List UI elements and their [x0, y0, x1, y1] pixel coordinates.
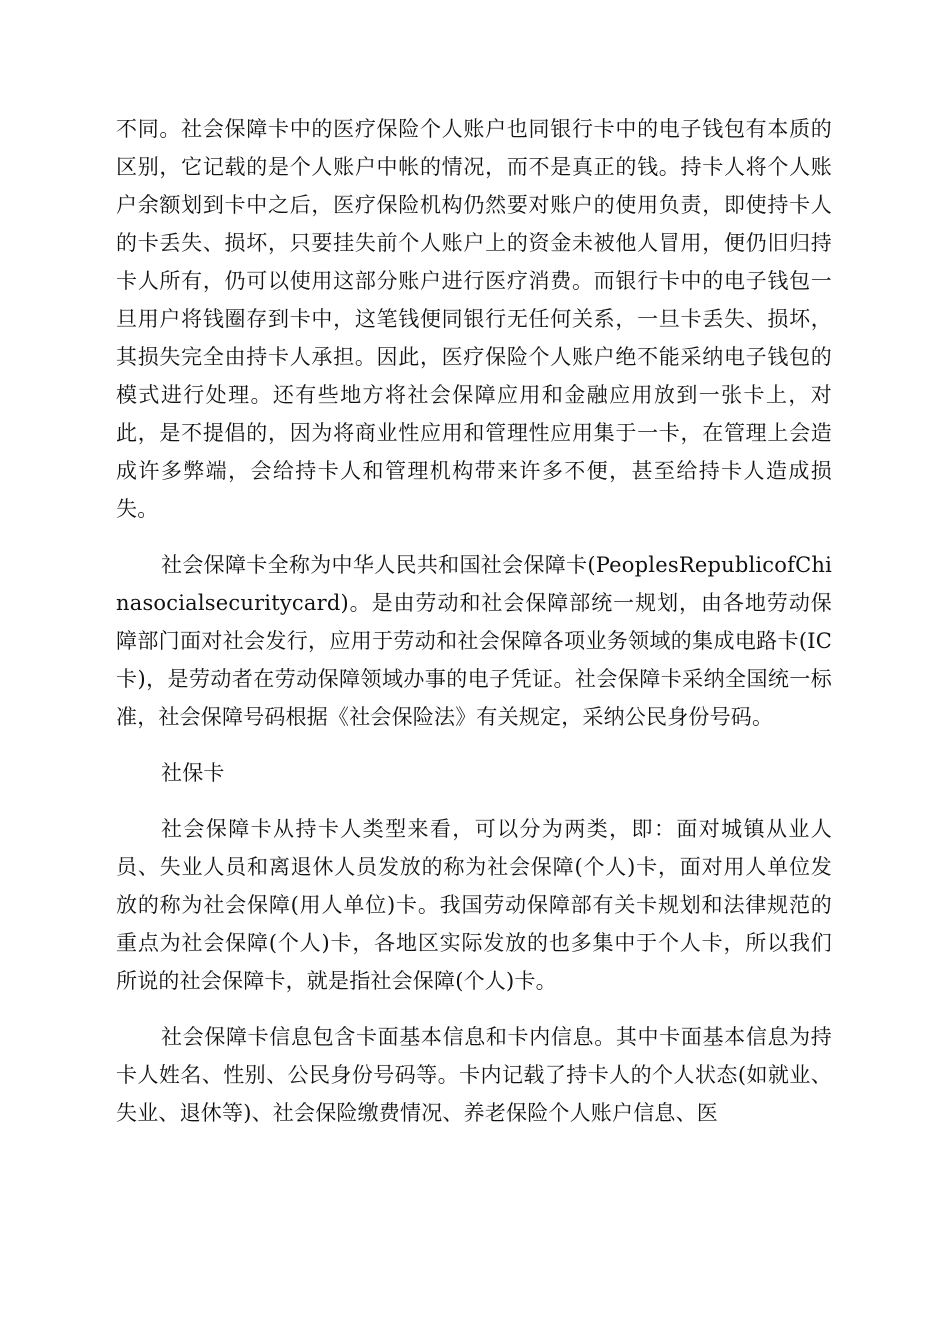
paragraph-section-heading-shebaoka: 社保卡 [161, 761, 225, 785]
paragraph-card-information: 社会保障卡信息包含卡面基本信息和卡内信息。其中卡面基本信息为持卡人姓名、性别、公民身份号码等。卡内记载了持卡人的个人状态(如就业、失业、退休等)、社会保险缴费情况、养老保险个人账户信息、医 [116, 1025, 832, 1125]
paragraph-social-security-card-definition: 社会保障卡全称为中华人民共和国社会保障卡(PeoplesRepublicofChinasocialsecuritycard)。是由劳动和社会保障部统一规划，由各地劳动保障部门面对社会发行，应用于劳动和社会保障各项业务领域的集成电路卡(IC卡)，是劳动者在劳动保障领域办事的电子凭证。社会保障卡采纳全国统一标准，社会保障号码根据《社会保险法》有关规定，采纳公民身份号码。 [116, 553, 832, 729]
paragraph-medical-account-vs-e-wallet: 不同。社会保障卡中的医疗保险个人账户也同银行卡中的电子钱包有本质的区别，它记载的是个人账户中帐的情况，而不是真正的钱。持卡人将个人账户余额划到卡中之后，医疗保险机构仍然要对账户的使用负责，即使持卡人的卡丢失、损坏，只要挂失前个人账户上的资金未被他人冒用，便仍旧归持卡人所有，仍可以使用这部分账户进行医疗消费。而银行卡中的电子钱包一旦用户将钱圈存到卡中，这笔钱便同银行无任何关系，一旦卡丢失、损坏，其损失完全由持卡人承担。因此，医疗保险个人账户绝不能采纳电子钱包的模式进行处理。还有些地方将社会保障应用和金融应用放到一张卡上，对此，是不提倡的，因为将商业性应用和管理性应用集于一卡，在管理上会造成许多弊端，会给持卡人和管理机构带来许多不便，甚至给持卡人造成损失。 [116, 117, 832, 521]
document-body [116, 110, 832, 1150]
paragraph-card-holder-types: 社会保障卡从持卡人类型来看，可以分为两类，即：面对城镇从业人员、失业人员和离退休人员发放的称为社会保障(个人)卡，面对用人单位发放的称为社会保障(用人单位)卡。我国劳动保障部有关卡规划和法律规范的重点为社会保障(个人)卡，各地区实际发放的也多集中于个人卡，所以我们所说的社会保障卡，就是指社会保障(个人)卡。 [116, 817, 832, 993]
